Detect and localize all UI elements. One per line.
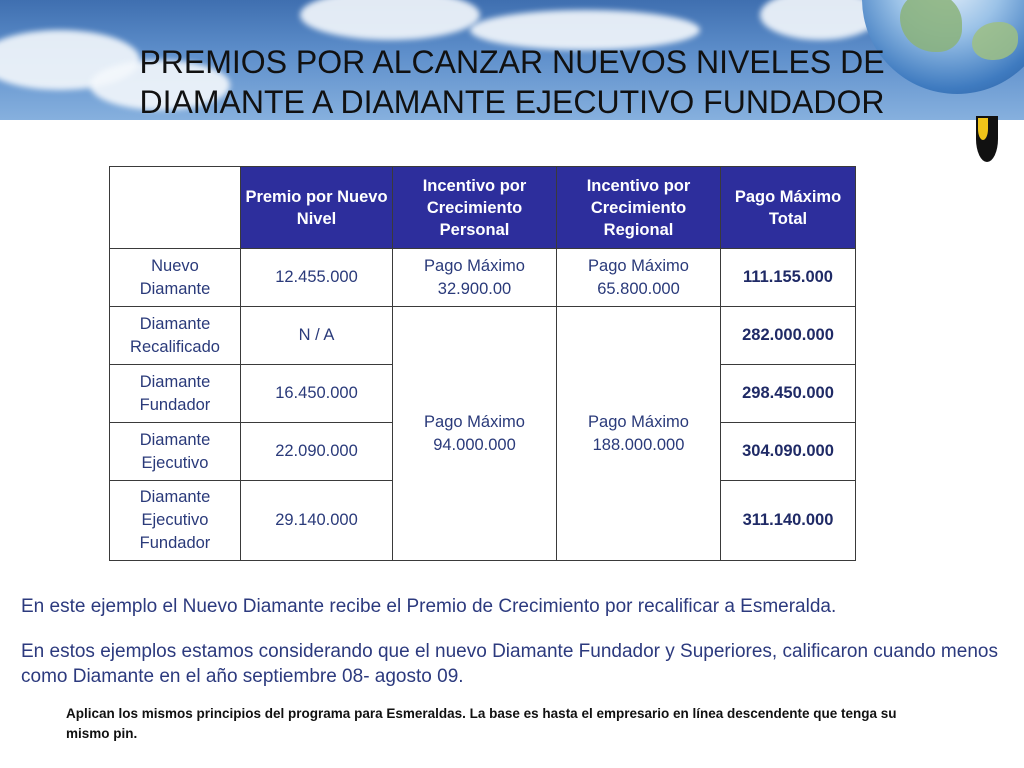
- header-incentivo-personal: Incentivo por Crecimiento Personal: [393, 167, 557, 249]
- premio-value: 16.450.000: [241, 365, 393, 423]
- level-label: Nuevo Diamante: [110, 249, 241, 307]
- footer-note: Aplican los mismos principios del programa para Esmeraldas. La base es hasta el empresario en línea descendente que tenga su mismo pin.: [66, 706, 897, 741]
- regional-incentive-value: Pago Máximo 65.800.000: [557, 249, 721, 307]
- header-cell-empty: [110, 167, 241, 249]
- table-row: [110, 249, 856, 307]
- level-label: Diamante Fundador: [110, 365, 241, 423]
- merged-regional-incentive: Pago Máximo 188.000.000: [557, 307, 721, 561]
- total-value: 298.450.000: [721, 365, 856, 423]
- total-value: 304.090.000: [721, 423, 856, 481]
- level-label: Diamante Ejecutivo: [110, 423, 241, 481]
- example-note: En este ejemplo el Nuevo Diamante recibe el Premio de Crecimiento por recalificar a Esmeralda.: [21, 596, 837, 617]
- personal-incentive-value: Pago Máximo 32.900.00: [393, 249, 557, 307]
- header-pago-total: Pago Máximo Total: [721, 167, 856, 249]
- level-label: Diamante Ejecutivo Fundador: [110, 481, 241, 561]
- header-incentivo-regional: Incentivo por Crecimiento Regional: [557, 167, 721, 249]
- slide-title: [0, 42, 1024, 122]
- premio-value: N / A: [241, 307, 393, 365]
- premio-value: 29.140.000: [241, 481, 393, 561]
- merged-personal-incentive: Pago Máximo 94.000.000: [393, 307, 557, 561]
- premio-value: 22.090.000: [241, 423, 393, 481]
- cloud-shape: [300, 0, 480, 40]
- slide-title-line1: PREMIOS POR ALCANZAR NUEVOS NIVELES DE: [139, 44, 885, 80]
- level-label: Diamante Recalificado: [110, 307, 241, 365]
- total-value: 311.140.000: [721, 481, 856, 561]
- slide-title-line2: DIAMANTE A DIAMANTE EJECUTIVO FUNDADOR: [139, 84, 885, 120]
- premio-value: 12.455.000: [241, 249, 393, 307]
- total-value: 111.155.000: [721, 249, 856, 307]
- total-value: 282.000.000: [721, 307, 856, 365]
- consideration-note: En estos ejemplos estamos considerando que el nuevo Diamante Fundador y Superiores, calificaron cuando menos como Diamante en el año septiembre 08- agosto 09.: [21, 641, 998, 687]
- awards-table: [109, 166, 856, 561]
- header-premio: Premio por Nuevo Nivel: [241, 167, 393, 249]
- table-header-row: [110, 167, 856, 249]
- table-row: [110, 307, 856, 365]
